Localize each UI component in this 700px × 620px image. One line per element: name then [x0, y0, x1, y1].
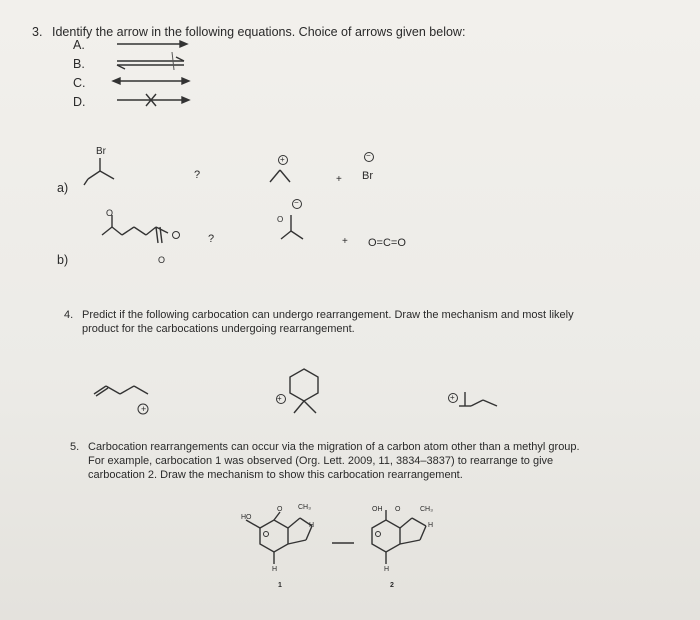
minus-charge-a: −	[366, 151, 371, 160]
q5-number: 5.	[70, 441, 80, 453]
part-b-label: b)	[57, 253, 69, 267]
q4-line1: Predict if the following carbocation can undergo rearrangement. Draw the mechanism and most likely	[82, 309, 574, 321]
q4-charge-2: +	[277, 394, 282, 403]
choice-b-label: B.	[73, 57, 85, 71]
compound1-number: 1	[278, 582, 282, 589]
choice-c-label: C.	[73, 76, 86, 90]
reactant-br-label: Br	[96, 146, 106, 157]
part-a-plus: +	[336, 174, 342, 185]
arrow-resonance-icon	[113, 78, 189, 84]
choice-a-label: A.	[73, 38, 85, 52]
compound1-o: O	[277, 506, 283, 513]
part-a-label: a)	[57, 181, 69, 195]
oxygen-label-3: O	[277, 215, 284, 224]
part-b-question-mark: ?	[208, 233, 215, 245]
q4-carbocation-1	[88, 378, 158, 418]
compound2-number: 2	[390, 582, 394, 589]
q4-charge-1: +	[141, 404, 147, 414]
compound1-ch3: CH₃	[298, 504, 311, 511]
q4-number: 4.	[64, 309, 74, 321]
arrow-no-reaction-icon	[117, 94, 189, 106]
q4-carbocation-2	[270, 365, 340, 420]
compound1-h-lower: H	[272, 566, 278, 573]
arrow-choices	[112, 36, 192, 112]
arrow-forward-icon	[117, 41, 187, 47]
q5-line1: Carbocation rearrangements can occur via the migration of a carbon atom other than a methyl group.	[88, 441, 580, 453]
bromide-label: Br	[362, 170, 373, 182]
part-b-plus: +	[342, 236, 348, 247]
alkyl-bromide-structure	[82, 155, 122, 190]
oxygen-label-1: O	[106, 208, 114, 218]
compound2-h-lower: H	[384, 566, 390, 573]
compound2-ch3: CH₃	[420, 506, 433, 513]
compound2-o: O	[395, 506, 401, 513]
q5-line2: For example, carbocation 1 was observed (Org. Lett. 2009, 11, 3834–3837) to rearrange to give	[88, 455, 554, 467]
plus-charge-a: +	[280, 155, 285, 164]
q5-line3: carbocation 2. Draw the mechanism to show this carbocation rearrangement.	[88, 469, 463, 481]
q3-prompt: Identify the arrow in the following equations. Choice of arrows given below:	[52, 25, 466, 39]
q3-number: 3.	[32, 25, 43, 39]
oxygen-label-2: O	[158, 255, 166, 265]
q4-charge-3: +	[450, 393, 455, 402]
co2-formula: O=C=O	[368, 237, 406, 249]
compound1-ho: HO	[241, 514, 252, 521]
part-a-question-mark: ?	[194, 169, 201, 181]
compound2-h-upper: H	[428, 522, 434, 529]
minus-charge-b: −	[294, 198, 299, 207]
carbocation-a-structure	[258, 152, 298, 190]
compound1-h-upper: H	[309, 522, 315, 529]
compound2-oh: OH	[372, 506, 383, 513]
compound-1-structure	[240, 500, 330, 580]
rearrangement-arrow-icon	[330, 538, 360, 548]
choice-d-label: D.	[73, 95, 86, 109]
q4-line2: product for the carbocations undergoing rearrangement.	[82, 323, 355, 335]
